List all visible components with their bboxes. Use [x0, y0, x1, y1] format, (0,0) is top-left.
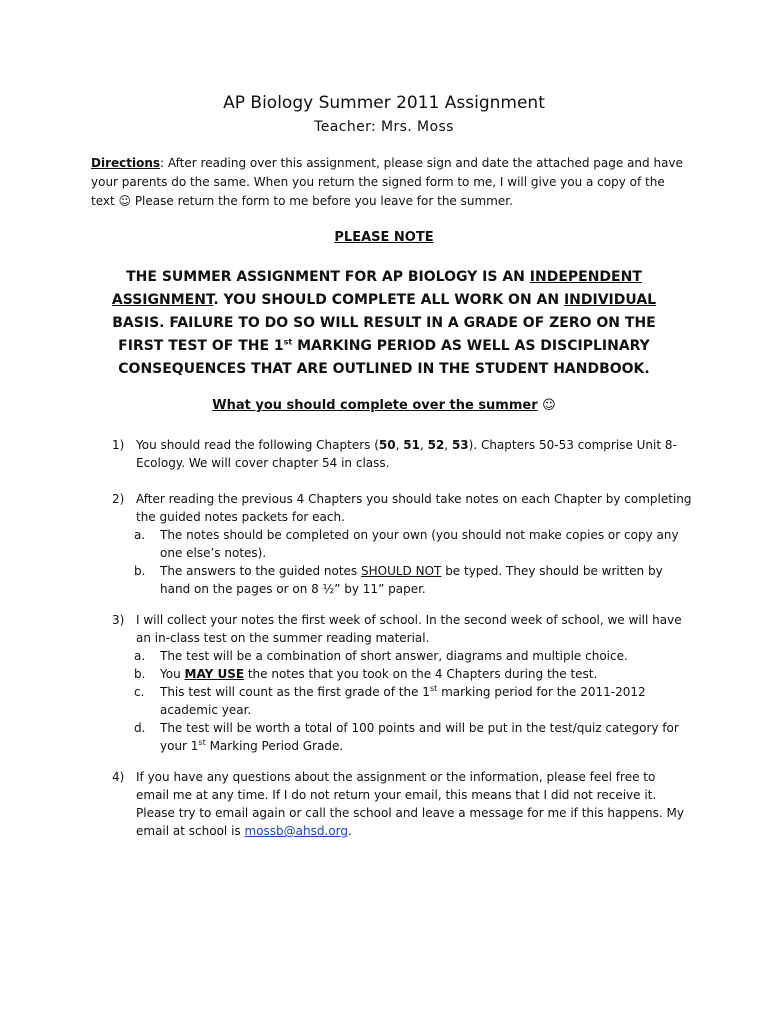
directions-text: : After reading over this assignment, please sign and date the attached page and have your parents do the same. When you return the signed form to me, I will give you a copy of the text ☺ Please return the form to me before you leave for the summer.: [91, 156, 683, 208]
list-item-1: 1) You should read the following Chapters (50, 51, 52, 53). Chapters 50-53 comprise Unit 8- Ecology. We will cover chapter 54 in class.: [112, 438, 677, 470]
sub-item-3c: [112, 683, 692, 719]
warning-individual: INDIVIDUAL: [563, 292, 657, 308]
warning-independent: INDEPENDENT ASSIGNMENT: [111, 269, 642, 308]
sub-text: The test will be a combination of short answer, diagrams and multiple choice.: [160, 649, 628, 663]
warning-text-4: MARKING PERIOD AS WELL AS DISCIPLINARY CONSEQUENCES THAT ARE OUTLINED IN THE STUDENT HANDBOOK.: [118, 338, 650, 377]
may-use-emphasis: MAY USE: [184, 667, 245, 681]
item-text: If you have any questions about the assignment or the information, please feel free to email me at any time. If I do not return your email, this means that I did not receive it. Please try to email again or call the school and leave a message for me if this happens. My email at school is: [136, 770, 684, 838]
item-text-end: ). Chapters 50-53 comprise Unit 8- Ecology. We will cover chapter 54 in class.: [136, 438, 677, 470]
sub-letter: a.: [134, 528, 146, 542]
sub-letter: b.: [134, 564, 146, 578]
warning-text-1: THE SUMMER ASSIGNMENT FOR AP BIOLOGY IS AN: [126, 269, 530, 285]
chapter-53: 53: [451, 438, 469, 452]
item-text-end: .: [347, 824, 352, 838]
sub-letter: c.: [134, 685, 145, 699]
sub-item-3b: [112, 665, 692, 683]
directions-label: Directions: [91, 156, 161, 170]
sub-item-2b: [112, 562, 692, 598]
please-note-heading: PLEASE NOTE: [334, 230, 434, 245]
sub-item-3d: [112, 719, 692, 755]
sub-text-end: marking period for the 2011-2012 academic year.: [160, 685, 646, 717]
warning-superscript: st: [283, 337, 293, 347]
sub-text: The answers to the guided notes: [160, 564, 361, 578]
sub-text: You: [160, 667, 185, 681]
sub-letter: d.: [134, 721, 146, 735]
sub-item-3a: [112, 647, 692, 665]
complete-heading: [0, 397, 768, 415]
independent-warning: [92, 266, 676, 381]
chapter-51: 51: [403, 438, 420, 452]
sub-letter: b.: [134, 667, 146, 681]
item-number: 2): [112, 492, 125, 506]
email-link[interactable]: mossb@ahsd.org: [244, 824, 348, 838]
warning-text-2: . YOU SHOULD COMPLETE ALL WORK ON AN: [213, 292, 564, 308]
list-item-4: [112, 768, 692, 840]
sub-item-2a: [112, 526, 692, 562]
sub-text-end: Marking Period Grade.: [205, 739, 344, 753]
warning-text-3: BASIS. FAILURE TO DO SO WILL RESULT IN A GRADE OF ZERO ON THE FIRST TEST OF THE 1: [112, 315, 656, 354]
superscript: st: [429, 684, 438, 693]
should-not-emphasis: SHOULD NOT: [361, 564, 442, 578]
list-item-2: [112, 490, 692, 598]
sub-letter: a.: [134, 649, 146, 663]
document-title: AP Biology Summer 2011 Assignment: [223, 93, 545, 113]
item-number: 4): [112, 770, 125, 784]
sub-text-end: be typed. They should be written by hand on the pages or on 8 ½” by 11” paper.: [160, 564, 663, 596]
item-number: 3): [112, 613, 125, 627]
item-number: 1): [112, 438, 125, 452]
list-item-3: [112, 611, 692, 755]
item-text: I will collect your notes the first week of school. In the second week of school, we will have an in-class test on the summer reading material.: [136, 613, 682, 645]
sub-text: The notes should be completed on your own (you should not make copies or copy any one else’s notes).: [160, 528, 679, 560]
chapter-50: 50: [378, 438, 396, 452]
teacher-line: Teacher: Mrs. Moss: [314, 119, 454, 135]
complete-heading-text: What you should complete over the summer: [212, 398, 538, 413]
item-text: You should read the following Chapters (: [136, 438, 379, 452]
chapter-52: 52: [427, 438, 445, 452]
superscript: st: [198, 738, 206, 747]
smiley-icon: ☺: [537, 398, 556, 413]
directions-paragraph: [91, 154, 691, 211]
item-text: After reading the previous 4 Chapters you should take notes on each Chapter by completing the guided notes packets for each.: [136, 492, 692, 524]
sub-text: The test will be worth a total of 100 points and will be put in the test/quiz category for your 1: [160, 721, 679, 753]
sub-text: This test will count as the first grade of the 1: [160, 685, 430, 699]
sub-text-end: the notes that you took on the 4 Chapters during the test.: [244, 667, 598, 681]
